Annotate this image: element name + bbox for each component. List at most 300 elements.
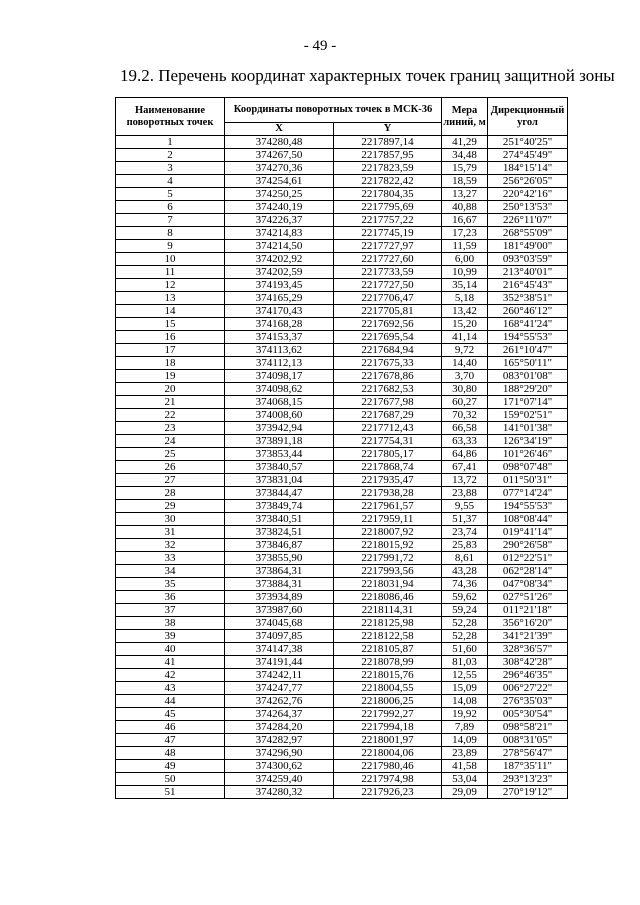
header-coordinates: Координаты поворотных точек в МСК-36 [225,98,442,123]
cell-line-length: 59,24 [442,604,488,617]
cell-line-length: 81,03 [442,656,488,669]
cell-coord-y: 2217938,28 [334,487,442,500]
cell-line-length: 23,88 [442,487,488,500]
cell-point-number: 44 [116,695,225,708]
cell-direction-angle: 168°41'24" [488,318,568,331]
cell-point-number: 28 [116,487,225,500]
table-row [116,253,568,266]
cell-coord-y: 2217823,59 [334,162,442,175]
cell-direction-angle: 011°21'18" [488,604,568,617]
cell-coord-y: 2218086,46 [334,591,442,604]
cell-coord-x: 374153,37 [225,331,334,344]
cell-direction-angle: 126°34'19" [488,435,568,448]
table-row [116,500,568,513]
cell-coord-y: 2217926,23 [334,786,442,799]
cell-coord-x: 374267,50 [225,149,334,162]
cell-coord-x: 373824,51 [225,526,334,539]
cell-line-length: 67,41 [442,461,488,474]
cell-direction-angle: 012°22'51" [488,552,568,565]
table-row [116,552,568,565]
cell-coord-x: 374247,77 [225,682,334,695]
table-row [116,487,568,500]
cell-coord-x: 374068,15 [225,396,334,409]
cell-direction-angle: 027°51'26" [488,591,568,604]
cell-line-length: 51,37 [442,513,488,526]
cell-line-length: 15,09 [442,682,488,695]
table-row [116,136,568,149]
cell-coord-x: 373844,47 [225,487,334,500]
cell-coord-y: 2217677,98 [334,396,442,409]
table-row [116,149,568,162]
section-title: 19.2. Перечень координат характерных точек границ защитной зоны [120,66,615,85]
table-row [116,370,568,383]
cell-line-length: 10,99 [442,266,488,279]
cell-direction-angle: 098°07'48" [488,461,568,474]
cell-coord-y: 2217692,56 [334,318,442,331]
cell-coord-x: 373849,74 [225,500,334,513]
cell-direction-angle: 250°13'53" [488,201,568,214]
table-row [116,643,568,656]
cell-coord-x: 373855,90 [225,552,334,565]
table-row [116,734,568,747]
cell-line-length: 29,09 [442,786,488,799]
cell-line-length: 53,04 [442,773,488,786]
cell-coord-y: 2217857,95 [334,149,442,162]
cell-coord-y: 2217727,50 [334,279,442,292]
cell-direction-angle: 093°03'59" [488,253,568,266]
table-row [116,474,568,487]
cell-line-length: 6,00 [442,253,488,266]
table-row [116,513,568,526]
cell-point-number: 27 [116,474,225,487]
cell-direction-angle: 194°55'53" [488,500,568,513]
cell-direction-angle: 226°11'07" [488,214,568,227]
table-row [116,773,568,786]
table-row [116,344,568,357]
table-row [116,331,568,344]
cell-coord-x: 374193,45 [225,279,334,292]
cell-line-length: 64,86 [442,448,488,461]
table-row [116,448,568,461]
cell-point-number: 34 [116,565,225,578]
cell-line-length: 13,72 [442,474,488,487]
cell-direction-angle: 187°35'11" [488,760,568,773]
cell-coord-y: 2218015,76 [334,669,442,682]
cell-coord-y: 2217706,47 [334,292,442,305]
cell-direction-angle: 159°02'51" [488,409,568,422]
cell-direction-angle: 165°50'11" [488,357,568,370]
cell-direction-angle: 077°14'24" [488,487,568,500]
cell-point-number: 36 [116,591,225,604]
table-row [116,175,568,188]
cell-direction-angle: 356°16'20" [488,617,568,630]
table-row [116,565,568,578]
cell-coord-y: 2217994,18 [334,721,442,734]
cell-line-length: 66,58 [442,422,488,435]
cell-coord-x: 374284,20 [225,721,334,734]
cell-point-number: 39 [116,630,225,643]
table-row [116,318,568,331]
cell-point-number: 17 [116,344,225,357]
table-row [116,591,568,604]
cell-direction-angle: 188°29'20" [488,383,568,396]
cell-coord-x: 374280,32 [225,786,334,799]
cell-line-length: 23,89 [442,747,488,760]
cell-coord-y: 2217974,98 [334,773,442,786]
table-row [116,630,568,643]
cell-line-length: 9,72 [442,344,488,357]
cell-line-length: 63,33 [442,435,488,448]
cell-direction-angle: 213°40'01" [488,266,568,279]
cell-direction-angle: 260°46'12" [488,305,568,318]
cell-coord-x: 374202,92 [225,253,334,266]
cell-point-number: 33 [116,552,225,565]
cell-coord-x: 374259,40 [225,773,334,786]
table-row [116,162,568,175]
cell-point-number: 38 [116,617,225,630]
header-y: Y [334,123,442,136]
cell-coord-y: 2218015,92 [334,539,442,552]
cell-coord-y: 2217993,56 [334,565,442,578]
cell-coord-y: 2217754,31 [334,435,442,448]
cell-line-length: 43,28 [442,565,488,578]
cell-point-number: 49 [116,760,225,773]
cell-line-length: 7,89 [442,721,488,734]
cell-coord-y: 2217991,72 [334,552,442,565]
cell-line-length: 41,58 [442,760,488,773]
cell-line-length: 25,83 [442,539,488,552]
table-row [116,695,568,708]
table-row [116,422,568,435]
cell-point-number: 41 [116,656,225,669]
cell-point-number: 7 [116,214,225,227]
cell-coord-x: 374165,29 [225,292,334,305]
cell-line-length: 34,48 [442,149,488,162]
cell-coord-y: 2217897,14 [334,136,442,149]
cell-line-length: 3,70 [442,370,488,383]
cell-direction-angle: 047°08'34" [488,578,568,591]
cell-point-number: 12 [116,279,225,292]
table-row [116,383,568,396]
cell-coord-x: 374226,37 [225,214,334,227]
table-row [116,669,568,682]
table-row [116,786,568,799]
cell-point-number: 2 [116,149,225,162]
cell-line-length: 18,59 [442,175,488,188]
cell-coord-y: 2217992,27 [334,708,442,721]
cell-line-length: 5,18 [442,292,488,305]
cell-direction-angle: 194°55'53" [488,331,568,344]
cell-line-length: 12,55 [442,669,488,682]
table-row [116,526,568,539]
cell-coord-x: 374282,97 [225,734,334,747]
cell-coord-x: 374270,36 [225,162,334,175]
cell-coord-x: 374202,59 [225,266,334,279]
table-row [116,240,568,253]
cell-coord-x: 373987,60 [225,604,334,617]
cell-direction-angle: 308°42'28" [488,656,568,669]
table-row [116,409,568,422]
cell-coord-x: 373891,18 [225,435,334,448]
cell-coord-x: 374280,48 [225,136,334,149]
table-row [116,435,568,448]
table-row [116,227,568,240]
cell-line-length: 15,20 [442,318,488,331]
cell-coord-y: 2217795,69 [334,201,442,214]
cell-direction-angle: 101°26'46" [488,448,568,461]
cell-coord-y: 2217822,42 [334,175,442,188]
cell-coord-y: 2217757,22 [334,214,442,227]
cell-coord-x: 373840,51 [225,513,334,526]
cell-direction-angle: 181°49'00" [488,240,568,253]
cell-coord-y: 2217733,59 [334,266,442,279]
cell-coord-y: 2217745,19 [334,227,442,240]
cell-point-number: 16 [116,331,225,344]
cell-coord-x: 374191,44 [225,656,334,669]
table-row [116,760,568,773]
cell-coord-y: 2218114,31 [334,604,442,617]
cell-point-number: 18 [116,357,225,370]
cell-direction-angle: 216°45'43" [488,279,568,292]
cell-point-number: 23 [116,422,225,435]
cell-point-number: 22 [116,409,225,422]
cell-coord-y: 2217687,29 [334,409,442,422]
cell-direction-angle: 261°10'47" [488,344,568,357]
table-row [116,461,568,474]
cell-coord-x: 374112,13 [225,357,334,370]
cell-point-number: 15 [116,318,225,331]
cell-point-number: 43 [116,682,225,695]
cell-coord-x: 374147,38 [225,643,334,656]
cell-point-number: 35 [116,578,225,591]
cell-coord-y: 2217675,33 [334,357,442,370]
cell-point-number: 8 [116,227,225,240]
cell-direction-angle: 098°58'21" [488,721,568,734]
cell-direction-angle: 141°01'38" [488,422,568,435]
table-row [116,201,568,214]
cell-coord-y: 2218004,55 [334,682,442,695]
table-row [116,721,568,734]
cell-point-number: 1 [116,136,225,149]
cell-direction-angle: 293°13'23" [488,773,568,786]
cell-coord-x: 373864,31 [225,565,334,578]
table-row [116,188,568,201]
cell-line-length: 74,36 [442,578,488,591]
cell-line-length: 60,27 [442,396,488,409]
cell-point-number: 26 [116,461,225,474]
cell-coord-y: 2217868,74 [334,461,442,474]
cell-point-number: 42 [116,669,225,682]
cell-coord-x: 374262,76 [225,695,334,708]
cell-direction-angle: 171°07'14" [488,396,568,409]
cell-point-number: 45 [116,708,225,721]
cell-direction-angle: 270°19'12" [488,786,568,799]
cell-point-number: 24 [116,435,225,448]
cell-direction-angle: 296°46'35" [488,669,568,682]
cell-line-length: 11,59 [442,240,488,253]
table-row [116,682,568,695]
cell-line-length: 16,67 [442,214,488,227]
cell-coord-y: 2218007,92 [334,526,442,539]
cell-coord-x: 374008,60 [225,409,334,422]
cell-line-length: 13,42 [442,305,488,318]
cell-coord-y: 2217935,47 [334,474,442,487]
table-row [116,292,568,305]
cell-coord-y: 2217727,60 [334,253,442,266]
cell-direction-angle: 005°30'54" [488,708,568,721]
table-row [116,396,568,409]
cell-point-number: 31 [116,526,225,539]
cell-line-length: 8,61 [442,552,488,565]
cell-coord-y: 2218006,25 [334,695,442,708]
table-row [116,656,568,669]
cell-point-number: 40 [116,643,225,656]
cell-direction-angle: 251°40'25" [488,136,568,149]
cell-coord-x: 373942,94 [225,422,334,435]
cell-point-number: 9 [116,240,225,253]
cell-coord-y: 2217682,53 [334,383,442,396]
cell-coord-y: 2218004,06 [334,747,442,760]
cell-line-length: 41,29 [442,136,488,149]
cell-coord-y: 2217684,94 [334,344,442,357]
table-row [116,617,568,630]
table-row [116,305,568,318]
cell-line-length: 17,23 [442,227,488,240]
cell-line-length: 9,55 [442,500,488,513]
cell-direction-angle: 108°08'44" [488,513,568,526]
cell-point-number: 32 [116,539,225,552]
cell-coord-y: 2217727,97 [334,240,442,253]
cell-point-number: 47 [116,734,225,747]
cell-point-number: 4 [116,175,225,188]
cell-coord-x: 374264,37 [225,708,334,721]
cell-coord-x: 373846,87 [225,539,334,552]
cell-coord-y: 2217804,35 [334,188,442,201]
cell-coord-y: 2218105,87 [334,643,442,656]
cell-coord-x: 374097,85 [225,630,334,643]
cell-coord-y: 2217980,46 [334,760,442,773]
cell-coord-x: 374242,11 [225,669,334,682]
header-line-length: Мера линий, м [442,98,488,136]
cell-direction-angle: 256°26'05" [488,175,568,188]
cell-coord-x: 374045,68 [225,617,334,630]
cell-direction-angle: 274°45'49" [488,149,568,162]
cell-line-length: 19,92 [442,708,488,721]
header-direction-angle: Дирекционный угол [488,98,568,136]
cell-point-number: 46 [116,721,225,734]
cell-coord-x: 374300,62 [225,760,334,773]
cell-coord-y: 2218125,98 [334,617,442,630]
cell-point-number: 3 [116,162,225,175]
cell-direction-angle: 006°27'22" [488,682,568,695]
cell-direction-angle: 062°28'14" [488,565,568,578]
table-row [116,539,568,552]
cell-coord-y: 2217805,17 [334,448,442,461]
cell-coord-y: 2218031,94 [334,578,442,591]
cell-point-number: 51 [116,786,225,799]
cell-point-number: 13 [116,292,225,305]
cell-coord-x: 373934,89 [225,591,334,604]
cell-coord-x: 373853,44 [225,448,334,461]
cell-coord-y: 2218078,99 [334,656,442,669]
cell-line-length: 30,80 [442,383,488,396]
header-x: X [225,123,334,136]
table-row [116,708,568,721]
cell-line-length: 40,88 [442,201,488,214]
table-row [116,214,568,227]
cell-coord-x: 374250,25 [225,188,334,201]
cell-direction-angle: 276°35'03" [488,695,568,708]
cell-coord-y: 2217959,11 [334,513,442,526]
table-body [116,136,568,799]
cell-line-length: 13,27 [442,188,488,201]
table-row [116,266,568,279]
cell-coord-x: 374214,50 [225,240,334,253]
table-row [116,357,568,370]
cell-coord-y: 2218122,58 [334,630,442,643]
cell-direction-angle: 328°36'57" [488,643,568,656]
cell-point-number: 25 [116,448,225,461]
cell-point-number: 20 [116,383,225,396]
cell-coord-x: 374168,28 [225,318,334,331]
cell-direction-angle: 278°56'47" [488,747,568,760]
cell-point-number: 29 [116,500,225,513]
cell-point-number: 10 [116,253,225,266]
cell-coord-y: 2217705,81 [334,305,442,318]
cell-point-number: 11 [116,266,225,279]
cell-point-number: 21 [116,396,225,409]
cell-point-number: 37 [116,604,225,617]
cell-point-number: 19 [116,370,225,383]
cell-direction-angle: 220°42'16" [488,188,568,201]
cell-point-number: 48 [116,747,225,760]
cell-coord-x: 374113,62 [225,344,334,357]
header-point-name: Наименование поворотных точек [116,98,225,136]
cell-coord-x: 374098,17 [225,370,334,383]
cell-line-length: 23,74 [442,526,488,539]
cell-coord-y: 2217712,43 [334,422,442,435]
cell-direction-angle: 268°55'09" [488,227,568,240]
cell-line-length: 15,79 [442,162,488,175]
cell-direction-angle: 011°50'31" [488,474,568,487]
cell-coord-y: 2217961,57 [334,500,442,513]
cell-coord-x: 374296,90 [225,747,334,760]
table-row [116,578,568,591]
cell-direction-angle: 290°26'58" [488,539,568,552]
cell-line-length: 70,32 [442,409,488,422]
cell-line-length: 52,28 [442,617,488,630]
cell-coord-y: 2218001,97 [334,734,442,747]
cell-point-number: 14 [116,305,225,318]
cell-line-length: 51,60 [442,643,488,656]
cell-coord-x: 374254,61 [225,175,334,188]
cell-direction-angle: 184°15'14" [488,162,568,175]
cell-direction-angle: 019°41'14" [488,526,568,539]
cell-coord-x: 374170,43 [225,305,334,318]
cell-coord-x: 374240,19 [225,201,334,214]
cell-coord-x: 373840,57 [225,461,334,474]
table-row [116,279,568,292]
cell-line-length: 14,08 [442,695,488,708]
cell-direction-angle: 083°01'08" [488,370,568,383]
coordinates-table [115,97,568,799]
cell-line-length: 52,28 [442,630,488,643]
table-row [116,747,568,760]
cell-line-length: 14,40 [442,357,488,370]
cell-point-number: 50 [116,773,225,786]
cell-line-length: 14,09 [442,734,488,747]
cell-coord-x: 373831,04 [225,474,334,487]
